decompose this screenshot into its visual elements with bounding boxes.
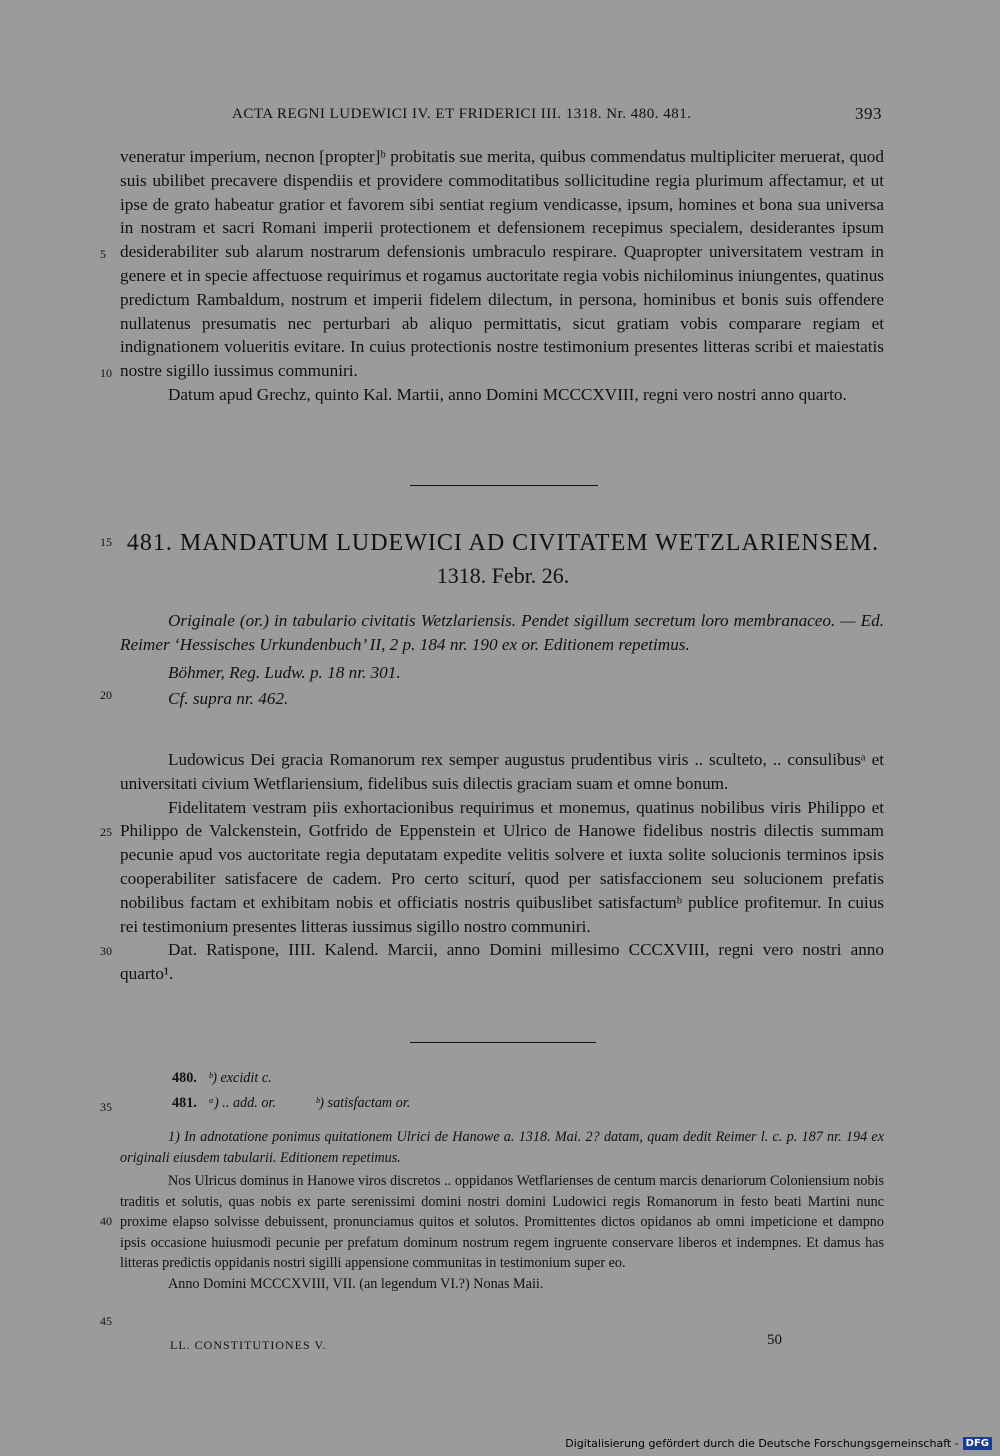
apparatus-480-text: ᵇ) excidit c. <box>208 1070 272 1086</box>
doc481-source-note <box>120 609 884 711</box>
apparatus-480-label: 480. <box>172 1070 197 1086</box>
dfg-credit <box>565 1437 992 1450</box>
page-header <box>120 104 882 128</box>
line-number: 40 <box>100 1214 112 1228</box>
doc481-text <box>120 748 884 986</box>
line-number: 15 <box>100 535 112 549</box>
doc480-dating: Datum apud Grechz, quinto Kal. Martii, anno Domini MCCCXVIII, regni vero nostri anno quarto. <box>168 384 847 404</box>
doc481-dating: Dat. Ratispone, IIII. Kalend. Marcii, anno Domini millesimo CCCXVIII, regni vero nostri anno quarto¹. <box>120 940 884 984</box>
line-number: 5 <box>100 247 106 261</box>
signature-mark: 50 <box>767 1332 782 1348</box>
line-number: 10 <box>100 366 112 380</box>
running-title: ACTA REGNI LUDEWICI IV. ET FRIDERICI III. 1318. Nr. 480. 481. <box>232 106 692 122</box>
apparatus-481-a: ᵃ) .. add. or. <box>208 1094 276 1111</box>
footnote <box>120 1127 884 1294</box>
line-number: 35 <box>100 1100 112 1114</box>
doc481-date: 1318. Febr. 26. <box>436 563 570 588</box>
doc481-title <box>118 530 888 557</box>
series-title: LL. CONSTITUTIONES V. <box>170 1338 327 1352</box>
reference-boehmer: Böhmer, Reg. Ludw. p. 18 nr. 301. <box>168 662 401 682</box>
page-number: 393 <box>855 104 882 123</box>
separator-rule <box>410 485 598 486</box>
apparatus-481-label: 481. <box>172 1094 197 1111</box>
quitation-date: Anno Domini MCCCXVIII, VII. (an legendum VI.?) Nonas Maii. <box>168 1275 544 1292</box>
apparatus <box>120 1068 884 1113</box>
doc481-intitulatio: Ludowicus Dei gracia Romanorum rex semper augustus prudentibus viris .. sculteto, .. consulibusᵃ et universitati civium Wetflariensium, fidelibus suis dilectis graciam suam et omne bonum. <box>120 750 884 793</box>
footnote-1: 1) In adnotatione ponimus quitationem Ulrici de Hanowe a. 1318. Mai. 2? datam, quam dedit Reimer l. c. p. 187 nr. 194 ex originali eiusdem tabularii. Editionem repetimus. <box>120 1129 884 1166</box>
line-number: 20 <box>100 688 112 702</box>
doc481-number: 481. <box>126 530 173 556</box>
quitation-text: Nos Ulricus dominus in Hanowe viros discretos .. oppidanos Wetflarienses de centum marcis denariorum Coloniensium nobis traditis et solutis, quas nobis ex parte serenissimi domini nostri domini Ludowici regis Romanorum in festo beati Martini nunc proxime elapso solvisse debuissent, pronunciamus quitos et solutos. Promittentes dictos opidanos ab omni impeticione et dampno ipsis occasione huiusmodi pecunie per prefatum dominum nostrum regem ingruente conservare liberos et indempnes. Et damus has litteras predictis oppidanis nostri sigilli appensione communitas in testimonium super eo. <box>120 1173 884 1271</box>
doc480-para: veneratur imperium, necnon [propter]ᵇ probitatis sue merita, quibus commendatus multipliciter meruerat, quod suis ubilibet precavere dispendiis et providere commoditatibus sollicitudine regia plurimum affectamur, et ut ipse de grato habeatur gratior et favorem sibi sentiat regium vendicasse, ipsum, homines et bona sua universa in nostram et sacri Romani imperii protectionem et defensionem recepimus specialem, desiderantes ipsum desiderabiliter sub alarum nostrarum defensionis umbraculo respirare. Quapropter universitatem vestram in genere et in specie affectuose requirimus et rogamus auctoritate regia vobis nichilominus iniungentes, quatinus predictum Rambaldum, nostrum et imperii fidelem dilectum, in persona, hominibus et bonis suis offendere nullatenus presumatis nec perturbari ab aliquo permittatis, sicut gratiam vobis comparare regiam et indignationem volueritis evitare. In cuius protectionis nostre testimonium presentes litteras scribi et maiestatis nostre sigillo iussimus communiri. <box>120 147 884 381</box>
line-number: 30 <box>100 944 112 958</box>
dfg-logo-icon: DFG <box>963 1437 992 1450</box>
separator-rule <box>410 1042 596 1043</box>
line-number: 45 <box>100 1314 112 1328</box>
doc481-body: Fidelitatem vestram piis exhortacionibus requirimus et monemus, quatinus nobilibus viris Philippo et Philippo de Valckenstein, Gotfrido de Eppenstein et Ulrico de Hanowe fidelibus nostris dilectis summam pecunie apud vos auctoritate regia deputatam expedite velitis solvere et iuxta solite solucionis terminos ipsis cooperabiliter satisfacere de cadem. Pro certo sciturí, quod per satisfaccionem seu solucionem prefatis nobilibus factam et exhibitam nobis et officiatis nostris quibuslibet satisfactumᵇ publice profitemur. In cuius rei testimonium presentes litteras iussimus sigillo nostro communiri. <box>120 797 884 936</box>
dfg-credit-text: Digitalisierung gefördert durch die Deutsche Forschungsgemeinschaft - <box>565 1437 959 1450</box>
doc481-title-text: MANDATUM LUDEWICI AD CIVITATEM WETZLARIENSEM. <box>179 530 880 556</box>
reference-cf: Cf. supra nr. 462. <box>168 689 289 709</box>
source-note: Originale (or.) in tabulario civitatis Wetzlariensis. Pendet sigillum secretum loro membranaceo. — Ed. Reimer ‘Hessisches Urkundenbuch’ II, 2 p. 184 nr. 190 ex or. Editionem repetimus. <box>120 611 884 654</box>
line-number: 25 <box>100 825 112 839</box>
apparatus-481-b: ᵇ) satisfactam or. <box>315 1094 411 1111</box>
doc480-text <box>120 145 884 407</box>
